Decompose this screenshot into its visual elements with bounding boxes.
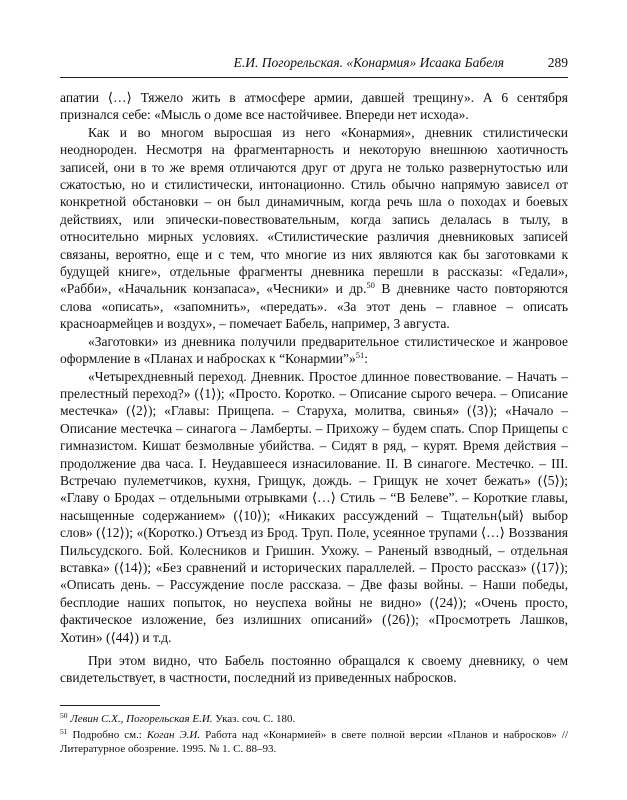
- footnote-number: 51: [60, 727, 68, 736]
- paragraph-2: [60, 124, 568, 333]
- paragraph-3-text: «Заготовки» из дневника получили предварительное стилистическое и жанровое оформление в «Планах и набросках к “Конармии”»: [60, 333, 568, 367]
- footnote-text: Указ. соч. С. 180.: [212, 713, 296, 725]
- footnote-author: Левин С.Х., Погорельская Е.И.: [70, 713, 213, 725]
- footnote-number: 50: [60, 711, 68, 720]
- footnote-author: Коган Э.И.: [146, 729, 201, 741]
- paragraph-5: При этом видно, что Бабель постоянно обращался к своему дневнику, о чем свидетельствует, в частности, последний из приведенных набросков.: [60, 653, 568, 686]
- footnote-prefix: Подробно см.:: [67, 729, 147, 741]
- main-text: [60, 89, 568, 687]
- footnote-ref-51[interactable]: 51: [355, 350, 365, 361]
- quotation-paragraph: «Четырехдневный переход. Дневник. Простое длинное повествование. – Начать – прелестный переход?» (⟨1⟩); «Просто. Коротко. – Описание сырого вечера. – Описание местечка» (⟨2⟩); «Главы: Прищепа. – Старуха, молитва, свинья» (⟨3⟩); «Начало – Описание местечка – синагога – Ламберты. – Прихожу – будем спать. Спор Прищепы с гимназистом. Кишат безмолвные убийства. – Сидят в ряд, – курят. Время действия – продолжение два часа. I. Неудавшееся изнасилование. II. В синагоге. Местечко. – III. Встречаю пулеметчиков, кухня, Грищук, дождь. – Грищук не хочет бежать» (⟨5⟩); «Главу о Бродах – отдельными отрывками ⟨…⟩ Стиль – “В Белеве”. – Короткие главы, насыщенные содержанием» (⟨10⟩); «Никаких рассуждений – Тщательн⟨ый⟩ выбор слов» (⟨12⟩); «(Коротко.) Отъезд из Брод. Труп. Поле, усеянное трупами ⟨…⟩ Воззвания Пильсудского. Бой. Колесников и Гришин. Ухожу. – Раненый взводный, – отдельная вставка» (⟨14⟩); «Без сравнений и исторических параллелей. – Просто рассказ» (⟨17⟩); «Описать день. – Рассуждение после рассказа. – Две фазы войны. – Наши победы, бесплодие наших попыток, но неуспеха войны не видно» (⟨24⟩); «Очень просто, фактическое изложение, без излишних описаний» (⟨26⟩); «Просмотреть Лашков, Хотин» (⟨44⟩) и т.д.: [60, 368, 568, 645]
- footnotes: [60, 712, 568, 758]
- paragraph-2-tail: В дневнике часто повторяются слова «описать», «запомнить», «передать». «За этот день – главное – описать красноармейцев и воздух», – помечает Бабель, например, 3 августа.: [60, 281, 568, 332]
- footnote-rule: [60, 705, 160, 706]
- paragraph-3: [60, 333, 568, 368]
- footnote-51: [60, 728, 568, 756]
- running-title: Е.И. Погорельская. «Конармия» Исаака Бабеля: [233, 55, 504, 70]
- paragraph-1: апатии ⟨…⟩ Тяжело жить в атмосфере армии, давшей трещину». А 6 сентября признался себе: «Мысль о доме все настойчивее. Впереди нет исхода».: [60, 90, 568, 123]
- header-rule: [60, 77, 568, 78]
- footnote-50: [60, 712, 568, 726]
- footnote-ref-50[interactable]: 50: [366, 280, 375, 291]
- paragraph-2-text: Как и во многом выросшая из него «Конармия», дневник стилистически неоднороден. Несмотря на фрагментарность и некоторую внешнюю хаотичность записей, они в то же время отличаются друг от друга не только развернутостью или сжатостью, но и стилистически, интонационно. Стиль обычно напрямую зависел от конкретной обстановки – он был динамичным, когда речь шла о походах и боевых действиях, или эпически-повествовательным, когда запись делалась в тылу, в относительно мирных условиях. «Стилистические различия дневниковых записей связаны, вероятно, еще и с тем, что многие из них являются как бы заготовками к будущей книге», отдельные фрагменты дневника перешли в рассказы: «Гедали», «Рабби», «Начальник конзапаса», «Чесники» и др.: [60, 124, 568, 297]
- paragraph-3-tail: :: [364, 351, 368, 367]
- footnote-text: Работа над «Конармией» в свете полной версии «Планов и набросков» // Литературное обозрение. 1995. № 1. С. 88–93.: [60, 729, 569, 755]
- page-number: 289: [547, 55, 568, 70]
